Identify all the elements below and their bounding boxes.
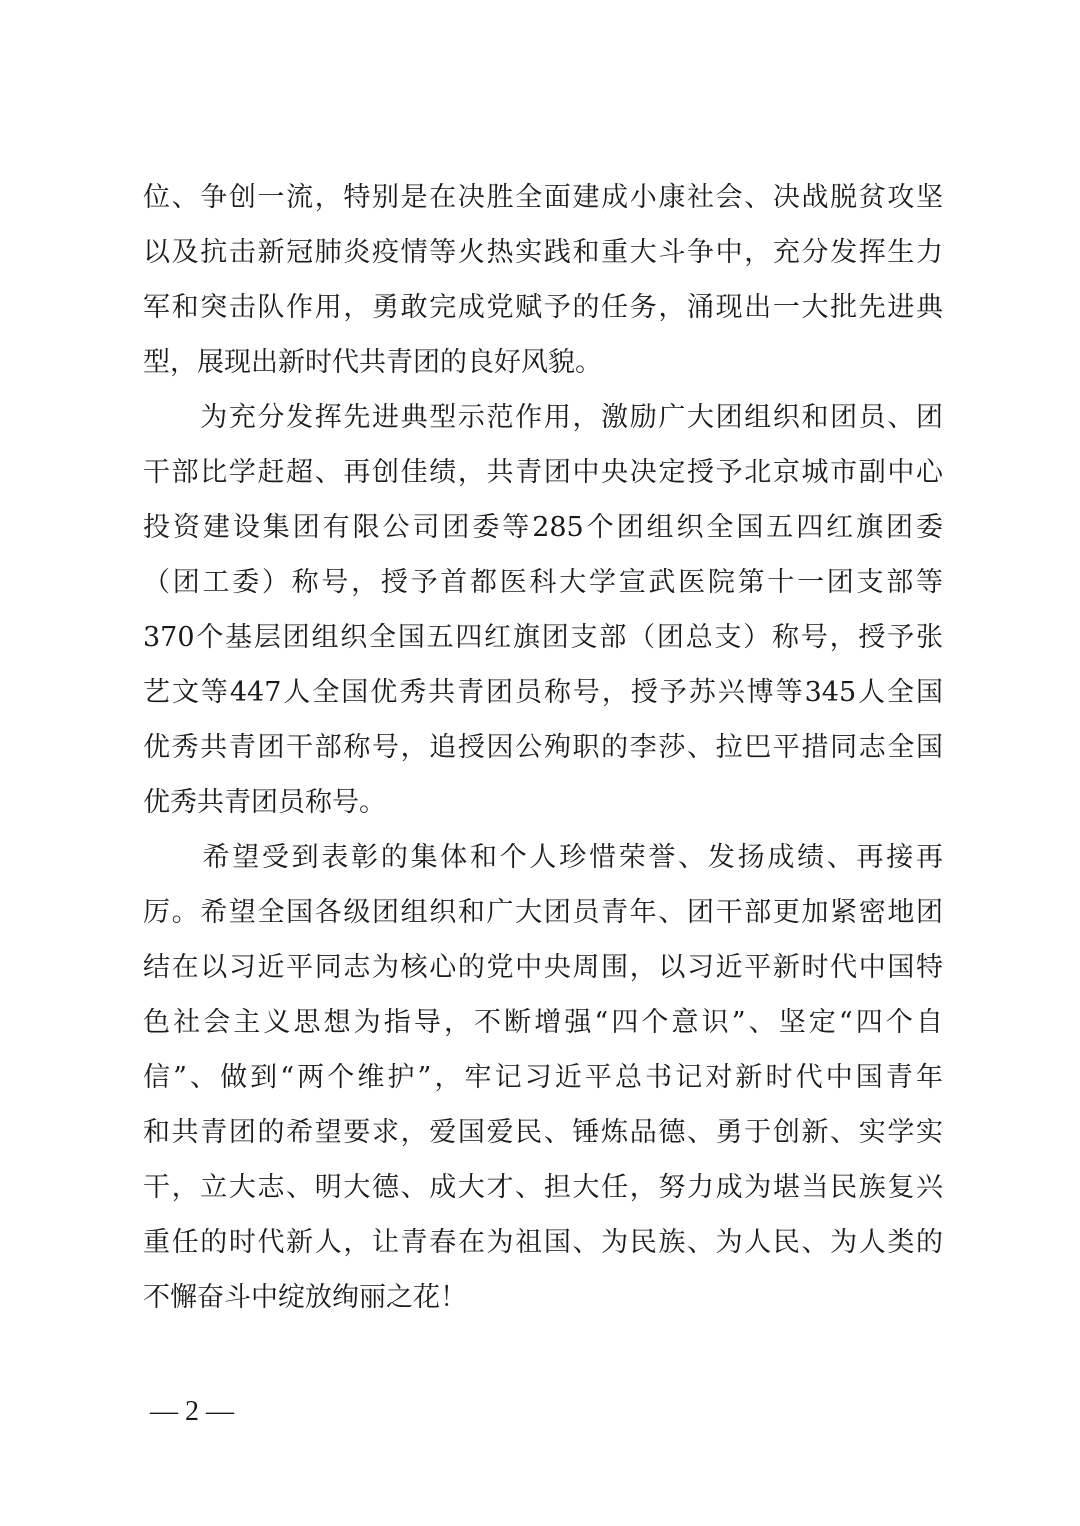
text-line: 结在以习近平同志为核心的党中央周围，以习近平新时代中国特 <box>143 952 943 983</box>
paragraph-3 <box>143 835 943 1330</box>
text-line: 优秀共青团员称号。 <box>143 787 386 818</box>
page-number: — 2 — <box>150 1396 234 1427</box>
text-line: 信”、做到“两个维护”，牢记习近平总书记对新时代中国青年 <box>143 1062 943 1093</box>
document-body <box>143 175 943 1330</box>
text-line: （团工委）称号，授予首都医科大学宣武医院第十一团支部等 <box>143 567 943 598</box>
text-line: 优秀共青团干部称号，追授因公殉职的李莎、拉巴平措同志全国 <box>143 732 943 763</box>
text-line: 为充分发挥先进典型示范作用，激励广大团组织和团员、团 <box>143 402 943 433</box>
text-line: 以及抗击新冠肺炎疫情等火热实践和重大斗争中，充分发挥生力 <box>143 237 943 268</box>
text-line: 位、争创一流，特别是在决胜全面建成小康社会、决战脱贫攻坚 <box>143 182 943 213</box>
text-line: 希望受到表彰的集体和个人珍惜荣誉、发扬成绩、再接再 <box>143 842 943 873</box>
text-line: 不懈奋斗中绽放绚丽之花！ <box>143 1282 467 1313</box>
text-line: 型，展现出新时代共青团的良好风貌。 <box>143 347 602 378</box>
paragraph-1 <box>143 175 943 395</box>
text-line: 和共青团的希望要求，爱国爱民、锤炼品德、勇于创新、实学实 <box>143 1117 943 1148</box>
text-line: 重任的时代新人，让青春在为祖国、为民族、为人民、为人类的 <box>143 1227 943 1258</box>
text-line: 色社会主义思想为指导，不断增强“四个意识”、坚定“四个自 <box>143 1007 943 1038</box>
paragraph-2 <box>143 395 943 835</box>
text-line: 厉。希望全国各级团组织和广大团员青年、团干部更加紧密地团 <box>143 897 943 928</box>
text-line: 投资建设集团有限公司团委等285个团组织全国五四红旗团委 <box>143 512 943 543</box>
text-line: 370个基层团组织全国五四红旗团支部（团总支）称号，授予张 <box>143 622 943 653</box>
text-line: 干部比学赶超、再创佳绩，共青团中央决定授予北京城市副中心 <box>143 457 943 488</box>
text-line: 干，立大志、明大德、成大才、担大任，努力成为堪当民族复兴 <box>143 1172 943 1203</box>
text-line: 艺文等447人全国优秀共青团员称号，授予苏兴博等345人全国 <box>143 677 943 708</box>
text-line: 军和突击队作用，勇敢完成党赋予的任务，涌现出一大批先进典 <box>143 292 943 323</box>
